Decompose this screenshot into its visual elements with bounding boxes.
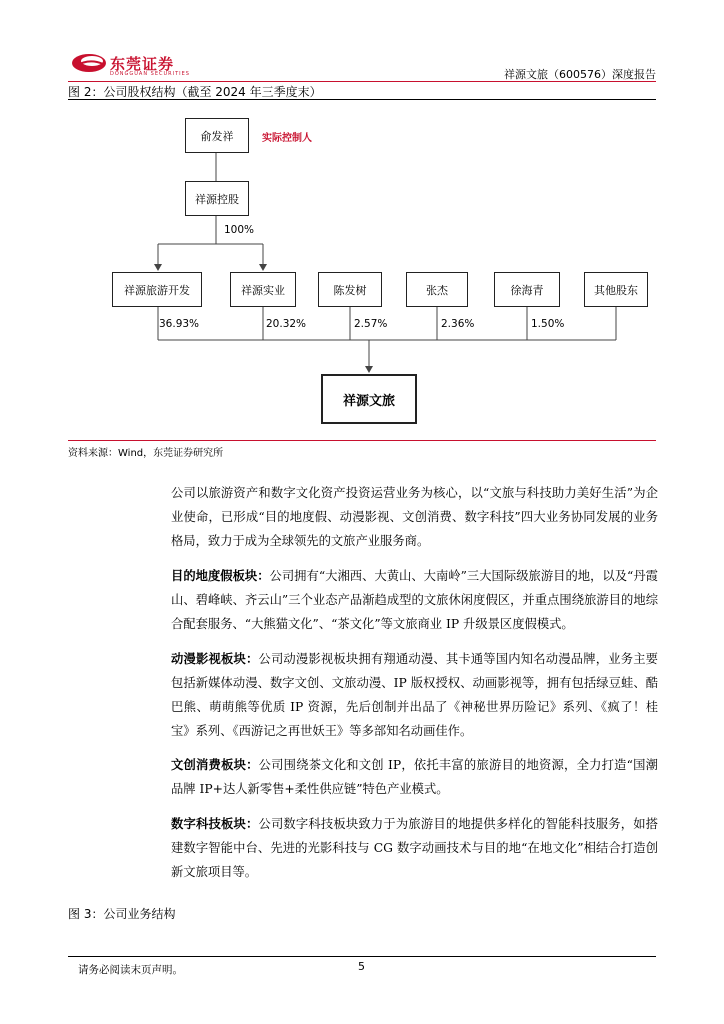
figure-source: 资料来源：Wind，东莞证券研究所 xyxy=(68,448,224,459)
shareholder-percent-1: 36.93% xyxy=(159,318,200,330)
tech-paragraph xyxy=(171,812,658,884)
shareholder-box-5: 徐海青 xyxy=(494,272,560,307)
document-title: 祥源文旅（600576）深度报告 xyxy=(504,68,656,81)
company-logo xyxy=(70,52,200,78)
shareholder-box-3: 陈发树 xyxy=(318,272,382,307)
destination-text: 公司拥有“大湘西、大黄山、大南岭”三大国际级旅游目的地，以及“丹霞山、碧峰峡、齐云山”三个业态产品渐趋成型的文旅休闲度假区，并重点围绕旅游目的地综合配套服务、“大熊猫文化”、“茶文化”等文旅商业 IP 升级景区度假模式。 xyxy=(171,569,658,631)
arrow-head-icon xyxy=(154,264,162,271)
controller-label: 实际控制人 xyxy=(262,133,312,144)
logo-mark-icon xyxy=(70,52,108,74)
page-number: 5 xyxy=(358,960,365,973)
arrow-head-icon xyxy=(259,264,267,271)
destination-title: 目的地度假板块： xyxy=(171,569,270,583)
animation-title: 动漫影视板块： xyxy=(171,652,259,666)
figure-2-caption: 图 2：公司股权结构（截至 2024 年三季度末） xyxy=(68,85,322,99)
holding-percent: 100% xyxy=(224,224,255,236)
shareholder-box-2: 祥源实业 xyxy=(230,272,296,307)
shareholder-percent-4: 2.36% xyxy=(441,318,475,330)
footer-divider xyxy=(68,956,656,957)
intro-paragraph: 公司以旅游资产和数字文化资产投资运营业务为核心，以“文旅与科技助力美好生活”为企业使命，已形成“目的地度假、动漫影视、文创消费、数字科技”四大业务协同发展的业务格局，致力于成为全球领先的文旅产业服务商。 xyxy=(171,486,658,548)
logo-subtext: DONGGUAN SECURITIES xyxy=(110,71,190,77)
arrow-head-icon xyxy=(365,366,373,373)
shareholder-percent-2: 20.32% xyxy=(266,318,307,330)
tech-text: 公司数字科技板块致力于为旅游目的地提供多样化的智能科技服务，如搭建数字智能中台、先进的光影科技与 CG 数字动画技术与目的地“在地文化”相结合打造创新文旅项目等。 xyxy=(171,817,658,879)
animation-text: 公司动漫影视板块拥有翔通动漫、其卡通等国内知名动漫品牌，业务主要包括新媒体动漫、数字文创、文旅动漫、IP 版权授权、动画影视等，拥有包括绿豆蛙、酷巴熊、萌萌熊等优质 IP 资源，先后创制并出品了《神秘世界历险记》系列、《疯了！桂宝》系列、《西游记之再世妖王》等多部知名动画佳作。 xyxy=(171,652,658,738)
logo-text: 东莞证券 xyxy=(110,55,175,73)
destination-paragraph xyxy=(171,564,658,636)
consumer-paragraph xyxy=(171,753,658,801)
source-divider xyxy=(68,440,656,441)
animation-paragraph xyxy=(171,647,658,743)
holding-company-box: 祥源控股 xyxy=(185,181,249,216)
figure-3-caption: 图 3：公司业务结构 xyxy=(68,907,176,921)
shareholder-percent-5: 1.50% xyxy=(531,318,565,330)
shareholder-box-1: 祥源旅游开发 xyxy=(112,272,202,307)
ownership-structure-chart xyxy=(0,100,724,440)
shareholder-box-4: 张杰 xyxy=(406,272,468,307)
company-box: 祥源文旅 xyxy=(321,374,417,424)
shareholder-box-6: 其他股东 xyxy=(584,272,648,307)
controller-box: 俞发祥 xyxy=(185,118,249,153)
consumer-title: 文创消费板块： xyxy=(171,758,259,772)
tech-title: 数字科技板块： xyxy=(171,817,259,831)
header-divider xyxy=(68,81,656,82)
shareholder-percent-3: 2.57% xyxy=(354,318,388,330)
disclaimer-note: 请务必阅读末页声明。 xyxy=(78,964,183,976)
consumer-text: 公司围绕茶文化和文创 IP，依托丰富的旅游目的地资源，全力打造“国潮品牌 IP+达人新零售+柔性供应链”特色产业模式。 xyxy=(171,758,658,796)
